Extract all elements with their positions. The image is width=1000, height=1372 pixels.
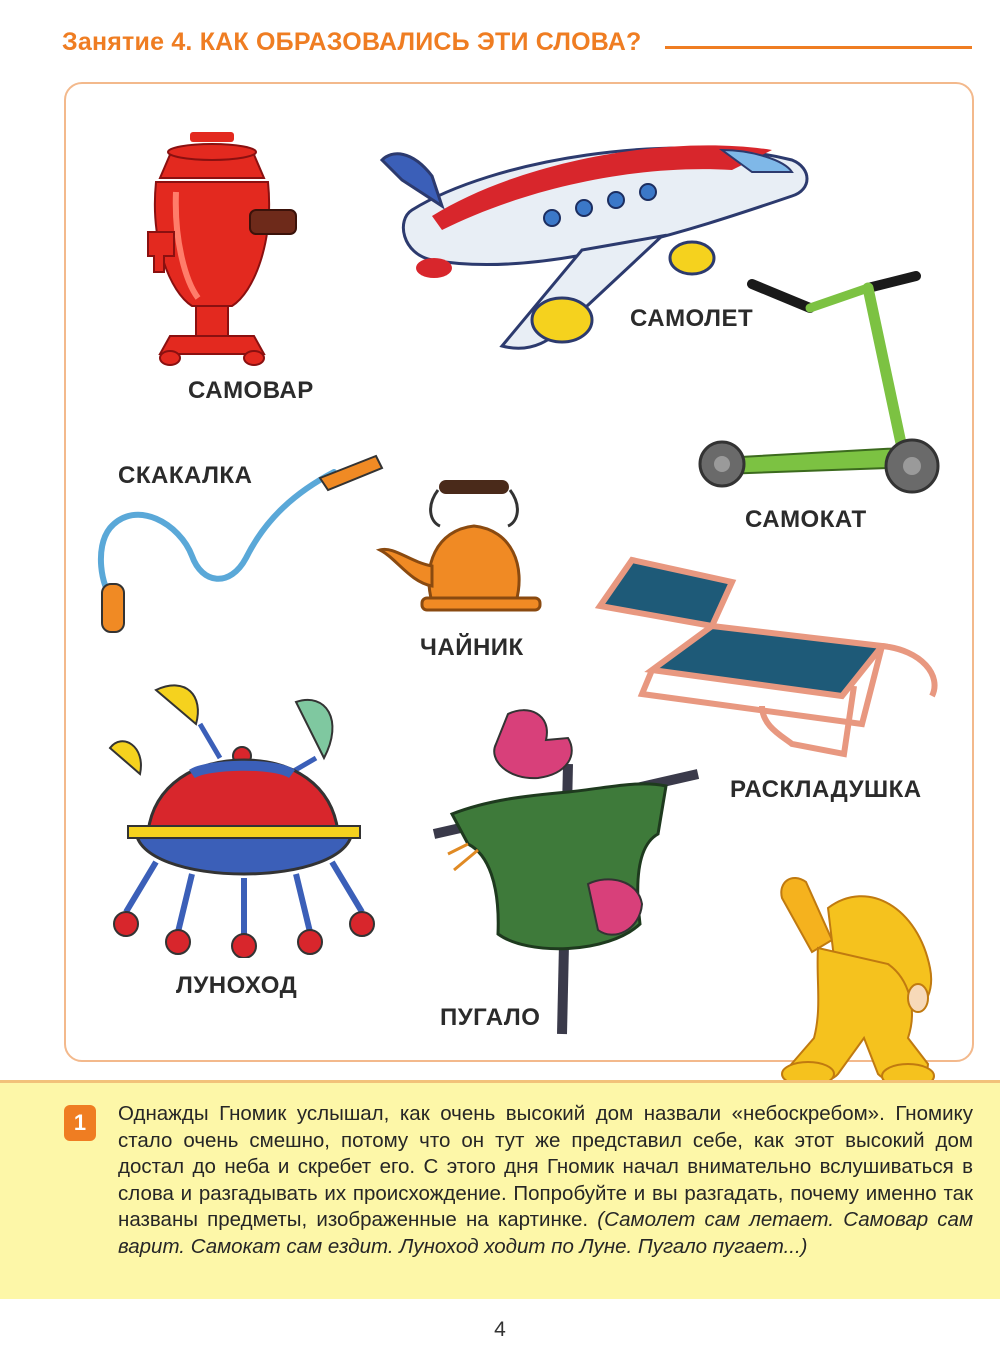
label-lunokhod: ЛУНОХОД [176,972,298,999]
scooter-picture [692,268,952,508]
label-pugalo: ПУГАЛО [440,1004,541,1031]
scarecrow-picture [428,704,708,1040]
gnome-picture [768,868,950,1092]
label-skakalka: СКАКАЛКА [118,462,253,489]
page-number: 4 [494,1318,506,1341]
task-number-badge: 1 [64,1105,96,1141]
task-hint: (Самолет сам летает. Самовар сам варит. Самокат сам ездит. Луноход ходит по Луне. Пугало пугает...) [118,1208,973,1258]
lunokhod-picture [96,662,386,958]
label-chainik: ЧАЙНИК [420,634,524,661]
task-body: Однажды Гномик услышал, как очень высокий дом назвали «небоскребом». Гномику стало очень смешно, потому что он тут же представил себе, как этот высокий дом достал до неба и скребет его. С этого дня Гномик начал внимательно вслушиваться в слова и разгадывать их происхождение. Попробуйте и вы разгадать, почему именно так названы предметы, изображенные на картинке. [118,1102,973,1231]
label-samokat: САМОКАТ [745,506,867,533]
lesson-title: Занятие 4. КАК ОБРАЗОВАЛИСЬ ЭТИ СЛОВА? [62,28,642,56]
task-text [118,1101,973,1260]
label-samolet: САМОЛЕТ [630,305,754,332]
kettle-picture [370,466,550,616]
header-rule [665,46,972,49]
label-samovar: САМОВАР [188,377,314,404]
label-raskladushka: РАСКЛАДУШКА [730,776,922,803]
lesson-header [62,28,972,58]
samovar-picture [132,122,312,372]
